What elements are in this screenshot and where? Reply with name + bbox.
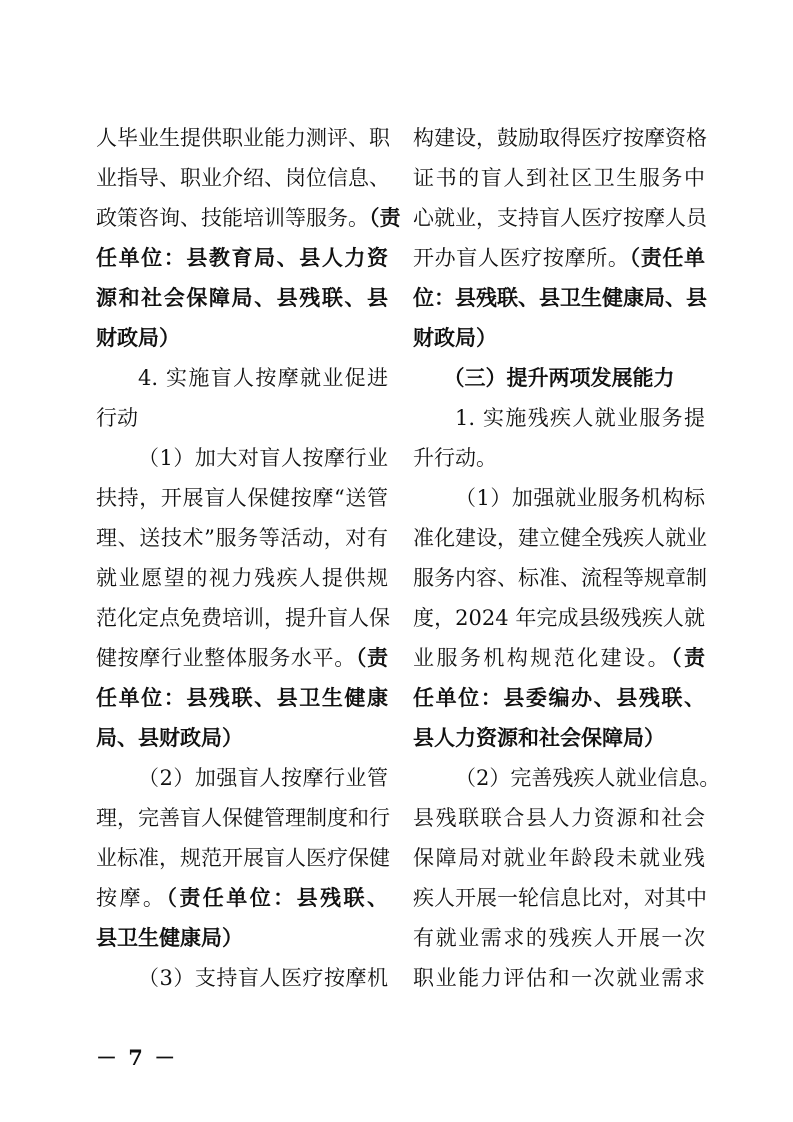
text-line: 准化建设，建立健全残疾人就业 [413,526,707,550]
responsibility-line: 源和社会保障局、县残联、县 [96,286,388,310]
text-line: 理，完善盲人保健管理制度和行 [96,806,390,830]
responsibility-line: 县人力资源和社会保障局） [413,726,665,750]
text-line: 政策咨询、技能培训等服务。（责 [96,206,401,230]
text-line: 开办盲人医疗按摩所。（责任单 [413,246,706,270]
text-line: （2）加强盲人按摩行业管 [138,766,388,790]
responsibility-line: 任单位：县残联、县卫生健康 [96,686,388,710]
section-heading: （三）提升两项发展能力 [443,366,675,390]
text-line: （3）支持盲人医疗按摩机 [138,966,388,990]
right-column [413,118,721,998]
text-line: 业服务机构规范化建设。（责 [413,646,706,670]
text-line: 构建设，鼓励取得医疗按摩资格 [413,126,707,150]
text-line: （2）完善残疾人就业信息。 [455,766,721,790]
text-line: 度，2024 年完成县级残疾人就 [413,606,705,630]
text-line: 业标准，规范开展盲人医疗保健 [96,846,390,870]
text-line: （1）加强就业服务机构标 [455,486,705,510]
text-line: 职业能力评估和一次就业需求 [413,966,705,990]
responsibility-line: 任单位：县委编办、县残联、 [413,686,705,710]
responsibility-line: 财政局） [413,326,497,350]
text-line: 范化定点免费培训，提升盲人保 [96,606,390,630]
responsibility-line: 任单位：县教育局、县人力资 [96,246,388,270]
text-line: 就业愿望的视力残疾人提供规 [96,566,388,590]
responsibility-line: 局、县财政局） [96,726,243,750]
responsibility-label: （责 [671,646,706,670]
responsibility-line: 位：县残联、县卫生健康局、县 [413,286,707,310]
text-line: 人毕业生提供职业能力测评、职 [96,126,390,150]
responsibility-label: （责 [369,206,401,230]
text-line: （1）加大对盲人按摩行业 [138,446,388,470]
text-line: 行动 [96,406,138,430]
responsibility-label: （责 [355,646,389,670]
text-line: 证书的盲人到社区卫生服务中 [413,166,705,190]
text-line: 扶持，开展盲人保健按摩“送管 [96,486,388,510]
page-number: － 7 － [96,1045,178,1070]
text-line: 县残联联合县人力资源和社会 [413,806,705,830]
text-line: 疾人开展一轮信息比对，对其中 [413,886,707,910]
item-heading: 1. 实施残疾人就业服务提 [455,406,705,430]
responsibility-line: 财政局） [96,326,180,350]
text-line: 保障局对就业年龄段未就业残 [413,846,705,870]
item-heading: 4. 实施盲人按摩就业促进 [138,366,388,390]
text-line: 业指导、职业介绍、岗位信息、 [96,166,390,190]
text-line: 健按摩行业整体服务水平。（责 [96,646,389,670]
text-line: 心就业，支持盲人医疗按摩人员 [413,206,707,230]
responsibility-label: （责任单位：县残联、 [166,886,388,910]
responsibility-label: （责任单 [629,246,706,270]
left-column [96,118,401,998]
text-line: 有就业需求的残疾人开展一次 [413,926,705,950]
responsibility-line: 县卫生健康局） [96,926,243,950]
text-line: 按摩。（责任单位：县残联、 [96,886,388,910]
text-line: 升行动。 [413,446,497,470]
text-line: 服务内容、标准、流程等规章制 [413,566,707,590]
text-line: 理、送技术”服务等活动，对有 [96,526,388,550]
